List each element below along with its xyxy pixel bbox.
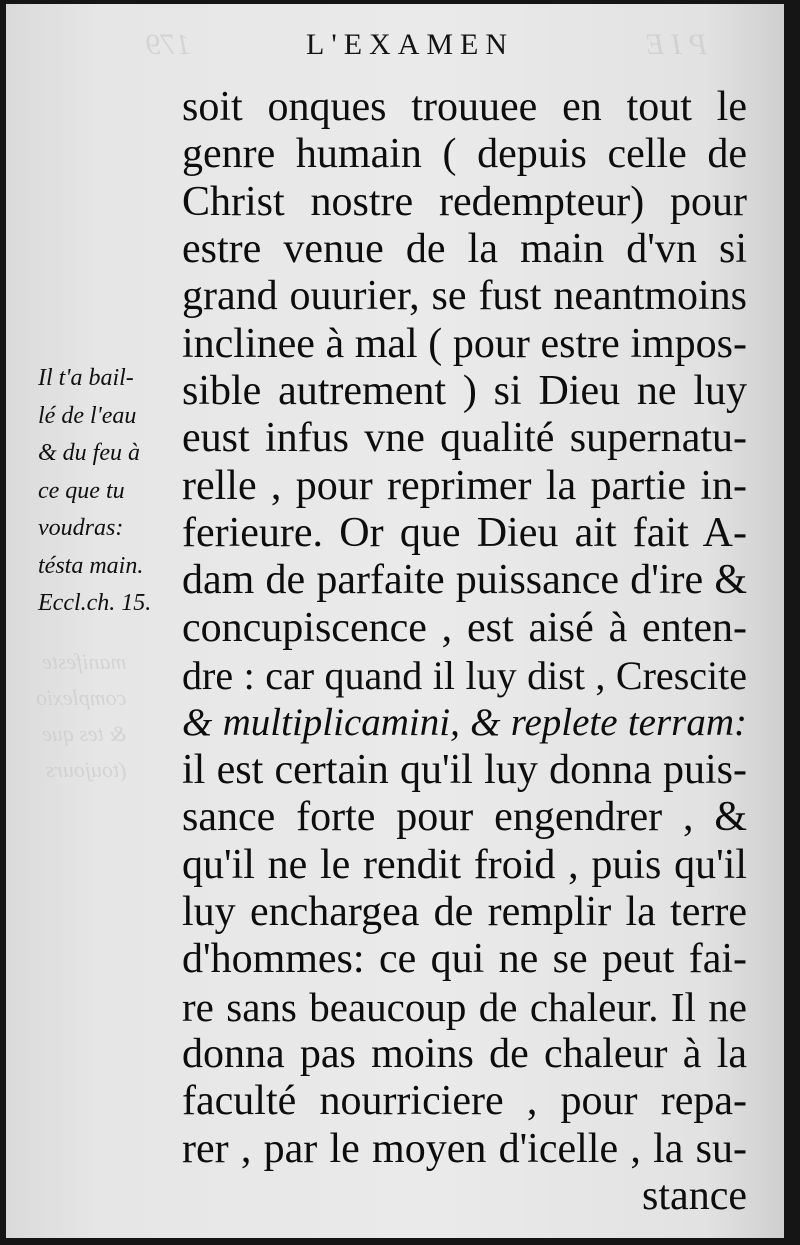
text-line: grand ouurier, se fust neantmoins [182,273,747,320]
text-line: inclinee à mal ( pour estre impos- [182,320,747,367]
text-line: concupiscence , est aisé à enten- [182,604,747,651]
bleed-through-text: 179 [146,28,191,61]
text-line: il est certain qu'il luy donna puis- [182,746,747,793]
margin-note-line: voudras: [38,515,124,541]
text-line: estre venue de la main d'vn si [182,226,747,273]
margin-note-line: lé de l'eau [38,402,137,429]
margin-note-line: ce que tu [38,477,125,504]
margin-note-line: Il t'a bail- [38,365,134,391]
text-line: d'hommes: ce qui ne se peut fai- [182,936,747,983]
bleed-through-text: P I E [646,28,708,61]
running-head: L'EXAMEN [306,28,515,61]
text-line-latin-quote: & multiplicamini, & replete terram: [182,701,747,745]
body-text [182,84,747,1220]
margin-note [38,360,188,623]
text-line: dre : car quand il luy dist , Crescite [182,653,747,699]
text-line: sible autrement ) si Dieu ne luy [182,368,747,415]
text-line: rer , par le moyen d'icelle , la su- [182,1125,747,1172]
text-line: genre humain ( depuis celle de [182,131,747,178]
catchword: stance [642,1172,747,1219]
margin-note-line: Eccl.ch. 15. [38,590,152,616]
text-line: ferieure. Or que Dieu ait fait A- [182,510,747,557]
text-line: qu'il ne le rendit froid , puis qu'il [182,841,747,888]
text-line: Christ nostre redempteur) pour [182,178,747,225]
text-line: re sans beaucoup de chaleur. Il ne [182,983,747,1030]
book-page [6,4,784,1238]
text-line: luy enchargea de remplir la terre [182,888,747,935]
text-line: dam de parfaite puissance d'ire & [182,557,747,604]
text-line: soit onques trouuee en tout le [182,84,747,130]
text-line: relle , pour reprimer la partie in- [182,462,747,509]
text-line: sance forte pour engendrer , & [182,794,747,841]
text-line: donna pas moins de chaleur à la [182,1030,747,1077]
margin-note-line: & du feu à [38,440,140,466]
margin-note-line: tésta main. [38,552,144,579]
text-line: eust infus vne qualité supernatu- [182,415,747,462]
text-line: faculté nourriciere , pour repa- [182,1078,747,1125]
bleed-through-margin: manifeste complexio & tes que (toujours [36,649,127,782]
